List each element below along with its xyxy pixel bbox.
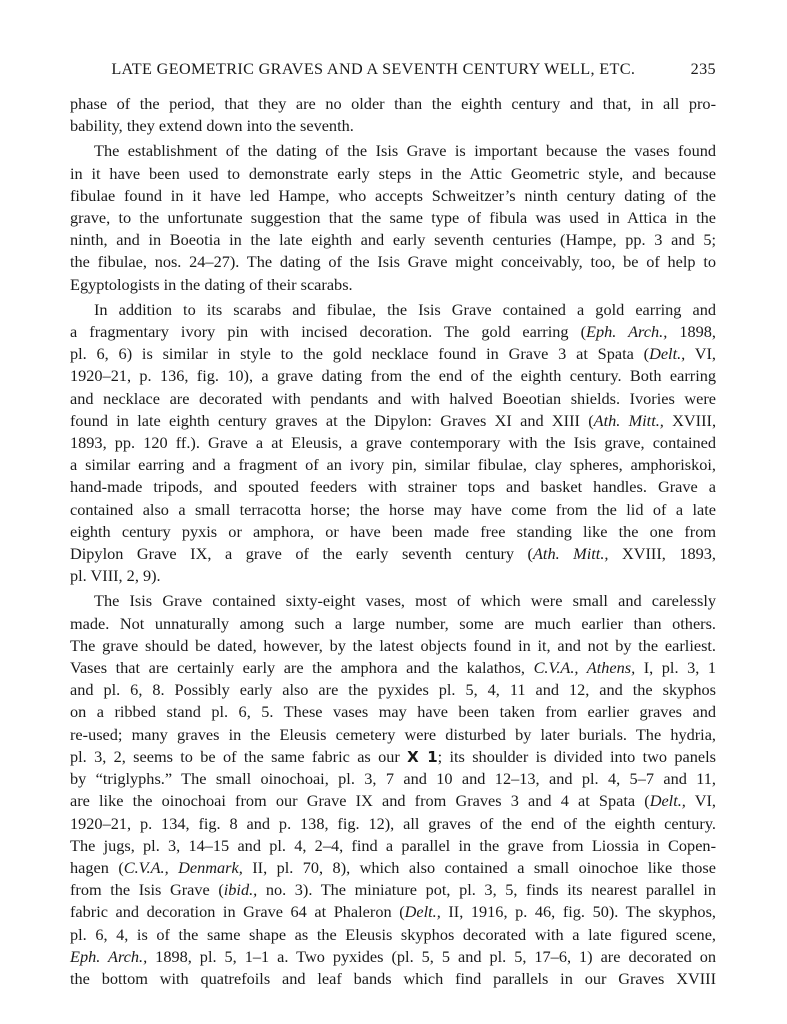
- paragraph: [70, 299, 716, 588]
- citation: Eph. Arch.,: [586, 322, 668, 342]
- text-run: from the Isis Grave (: [70, 880, 224, 900]
- text-run: The grave should be dated, however, by the latest objects found in it, and not by the earliest.: [70, 635, 716, 655]
- text-run: in it have been used to demonstrate early steps in the Attic Geometric style, and because: [70, 163, 716, 183]
- paragraph: [70, 93, 716, 137]
- text-run: Vases that are certainly early are the amphora and the kalathos,: [70, 658, 534, 678]
- text-run: VI,: [685, 791, 716, 811]
- text-run: Dipylon Grave IX, a grave of the early seventh century (: [70, 544, 533, 564]
- text-run: fabric and decoration in Grave 64 at Phaleron (: [70, 902, 405, 922]
- text-line: [70, 343, 716, 365]
- text-line: [70, 321, 716, 343]
- text-run: found in late eighth century graves at the Dipylon: Graves XI and XIII (: [70, 410, 594, 430]
- text-run: Egyptologists in the dating of their scarabs.: [70, 274, 353, 294]
- text-run: a fragmentary ivory pin with incised decoration. The gold earring (: [70, 322, 587, 342]
- citation: Delt.,: [404, 902, 441, 922]
- text-line: [70, 140, 716, 162]
- text-run: 1893, pp. 120 ff.). Grave a at Eleusis, a grave contemporary with the Isis grave, contained: [70, 433, 716, 453]
- text-run: 1920–21, p. 134, fig. 8 and p. 138, fig. 12), all graves of the end of the eighth century.: [70, 813, 716, 833]
- text-run: pl. 6, 4, is of the same shape as the Eleusis skyphos decorated with a late figured scene,: [70, 924, 716, 944]
- text-run: The establishment of the dating of the Isis Grave is important because the vases found: [94, 141, 716, 161]
- text-run: re-used; many graves in the Eleusis cemetery were disturbed by later burials. The hydria,: [70, 724, 716, 744]
- paragraph: [70, 140, 716, 295]
- text-line: [70, 274, 716, 296]
- citation: Eph. Arch.,: [70, 946, 148, 966]
- text-line: [70, 679, 716, 701]
- text-run: phase of the period, that they are no older than the eighth century and that, in all pro-: [70, 94, 716, 113]
- text-line: [70, 879, 716, 901]
- text-line: [70, 499, 716, 521]
- text-line: [70, 410, 716, 432]
- text-run: II, 1916, p. 46, fig. 50). The skyphos,: [440, 902, 716, 922]
- text-run: The Isis Grave contained sixty-eight vases, most of which were small and carelessly: [94, 591, 716, 611]
- page: [70, 60, 716, 993]
- text-run: bability, they extend down into the seventh.: [70, 116, 354, 136]
- text-run: and necklace are decorated with pendants and with halved Boeotian shields. Ivories were: [70, 388, 716, 408]
- text-run: I, pl. 3, 1: [635, 658, 717, 678]
- text-line: [70, 521, 716, 543]
- text-line: [70, 901, 716, 923]
- text-run: pl. VIII, 2, 9).: [70, 566, 161, 586]
- text-run: contained also a small terracotta horse; the horse may have come from the lid of a late: [70, 499, 716, 519]
- text-line: [70, 432, 716, 454]
- text-line: [70, 924, 716, 946]
- text-run: II, pl. 70, 8), which also contained a small oinochoe like those: [242, 857, 716, 877]
- text-line: [70, 857, 716, 879]
- text-run: grave, to the unfortunate suggestion that the same type of fibula was used in Attica in the: [70, 208, 716, 228]
- text-line: [70, 746, 716, 768]
- text-line: [70, 207, 716, 229]
- text-run: 1898,: [667, 322, 717, 342]
- text-run: on a ribbed stand pl. 6, 5. These vases may have been taken from earlier graves and: [70, 702, 716, 722]
- text-run: eighth century pyxis or amphora, or have been made free standing like the one from: [70, 521, 716, 541]
- text-run: 1898, pl. 5, 1–1 a. Two pyxides (pl. 5, 5 and pl. 5, 17–6, 1) are decorated on: [147, 946, 716, 966]
- text-line: [70, 365, 716, 387]
- text-run: made. Not unnaturally among such a large number, some are much earlier than others.: [70, 613, 716, 633]
- paragraph: [70, 590, 716, 990]
- text-line: [70, 93, 716, 115]
- text-run: the fibulae, nos. 24–27). The dating of the Isis Grave might conceivably, too, be of help to: [70, 252, 716, 272]
- catalog-reference: X 1: [407, 747, 438, 766]
- text-line: [70, 229, 716, 251]
- text-line: [70, 185, 716, 207]
- citation: C.V.A., Athens,: [533, 658, 636, 678]
- text-line: [70, 613, 716, 635]
- citation: Ath. Mitt.,: [532, 544, 609, 564]
- text-run: pl. 6, 6) is similar in style to the gold necklace found in Grave 3 at Spata (: [70, 344, 650, 364]
- text-run: no. 3). The miniature pot, pl. 3, 5, finds its nearest parallel in: [257, 880, 716, 900]
- text-run: VI,: [685, 344, 716, 364]
- text-line: [70, 565, 716, 587]
- text-run: The jugs, pl. 3, 14–15 and pl. 4, 2–4, find a parallel in the grave from Liossia in Copen-: [70, 835, 716, 855]
- text-run: hagen (: [70, 857, 124, 877]
- text-line: [70, 454, 716, 476]
- text-run: XVIII, 1893,: [608, 544, 716, 564]
- text-run: a similar earring and a fragment of an ivory pin, similar fibulae, clay spheres, amphoriskoi,: [70, 455, 716, 475]
- text-run: XVIII,: [663, 410, 717, 430]
- text-line: [70, 968, 716, 990]
- text-line: [70, 590, 716, 612]
- text-line: [70, 299, 716, 321]
- text-line: [70, 388, 716, 410]
- text-run: pl. 3, 2, seems to be of the same fabric as our: [70, 746, 408, 766]
- text-line: [70, 476, 716, 498]
- citation: ibid.,: [223, 880, 258, 900]
- text-run: fibulae found in it have led Hampe, who accepts Schweitzer’s ninth century dating of the: [70, 185, 716, 205]
- text-run: 1920–21, p. 136, fig. 10), a grave dating from the end of the eighth century. Both earring: [70, 366, 716, 386]
- text-line: [70, 768, 716, 790]
- text-run: by “triglyphs.” The small oinochoai, pl. 3, 7 and 10 and 12–13, and pl. 4, 5–7 and 11,: [70, 769, 716, 789]
- citation: Delt.,: [649, 344, 686, 364]
- text-line: [70, 813, 716, 835]
- text-line: [70, 251, 716, 273]
- text-run: hand-made tripods, and spouted feeders with strainer tops and basket handles. Grave a: [70, 477, 716, 497]
- citation: Delt.,: [649, 791, 686, 811]
- text-run: ; its shoulder is divided into two panels: [437, 746, 717, 766]
- citation: Ath. Mitt.,: [593, 410, 664, 430]
- text-run: the bottom with quatrefoils and leaf bands which find parallels in our Graves XVIII: [70, 968, 716, 988]
- text-line: [70, 543, 716, 565]
- text-line: [70, 115, 716, 137]
- text-run: are like the oinochoai from our Grave IX and from Graves 3 and 4 at Spata (: [70, 791, 650, 811]
- text-line: [70, 163, 716, 185]
- text-line: [70, 724, 716, 746]
- text-line: [70, 835, 716, 857]
- text-line: [70, 657, 716, 679]
- running-head: [70, 60, 716, 84]
- text-run: and pl. 6, 8. Possibly early also are the pyxides pl. 5, 4, 11 and 12, and the skyphos: [70, 680, 716, 700]
- page-number: 235: [690, 60, 716, 78]
- running-title: LATE GEOMETRIC GRAVES AND A SEVENTH CENTURY WELL, ETC.: [111, 60, 636, 78]
- text-line: [70, 635, 716, 657]
- text-line: [70, 790, 716, 812]
- text-line: [70, 701, 716, 723]
- text-line: [70, 946, 716, 968]
- citation: C.V.A., Denmark,: [123, 857, 243, 877]
- text-run: ninth, and in Boeotia in the late eighth and early seventh centuries (Hampe, pp. 3 and 5;: [70, 230, 716, 250]
- article-body: [70, 93, 716, 990]
- text-run: In addition to its scarabs and fibulae, the Isis Grave contained a gold earring and: [94, 299, 716, 319]
